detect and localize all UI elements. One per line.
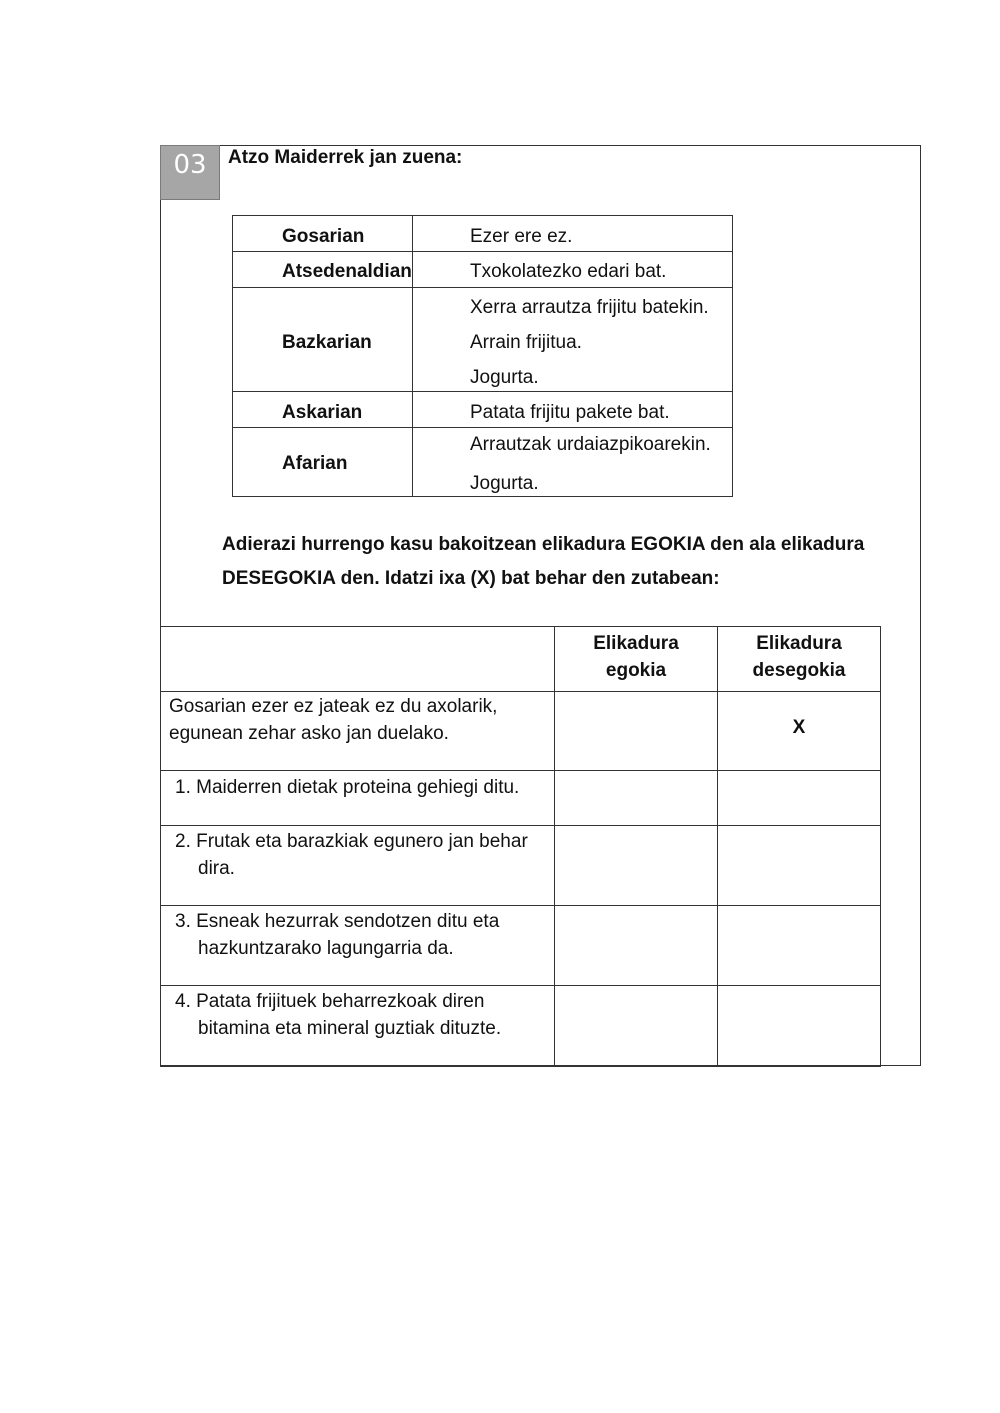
meal-food: Xerra arrautza frijitu batekin. (470, 297, 709, 318)
statement-example: Gosarian ezer ez jateak ez du axolarik, egunean zehar asko jan duelako. (169, 696, 498, 744)
meal-food: Txokolatezko edari bat. (470, 261, 667, 282)
column-header-egokia: Elikadura egokia (593, 633, 679, 681)
meal-name: Gosarian (282, 226, 365, 247)
meal-name: Askarian (282, 402, 363, 423)
exercise-title: Atzo Maiderrek jan zuena: (228, 147, 463, 168)
meal-food: Patata frijitu pakete bat. (470, 402, 670, 423)
instruction-line: DESEGOKIA den. Idatzi ixa (X) bat behar den zutabean: (222, 568, 720, 589)
exercise-number-badge: 03 (160, 145, 220, 200)
column-header-desegokia: Elikadura desegokia (752, 633, 846, 681)
meal-name: Bazkarian (282, 332, 372, 353)
meals-table (232, 215, 733, 497)
instruction-line: Adierazi hurrengo kasu bakoitzean elikadura EGOKIA den ala elikadura (222, 534, 865, 555)
statement-2: 2. Frutak eta barazkiak egunero jan behar dira. (175, 831, 528, 879)
meal-food: Arrain frijitua. (470, 332, 582, 353)
meal-name: Afarian (282, 453, 348, 474)
meal-food: Jogurta. (470, 367, 539, 388)
answer-cell-desegokia[interactable]: X (792, 717, 806, 738)
meal-food: Jogurta. (470, 473, 539, 494)
meal-name: Atsedenaldian (282, 261, 412, 282)
statement-4: 4. Patata frijituek beharrezkoak diren bitamina eta mineral guztiak dituzte. (175, 991, 502, 1039)
statement-1: 1. Maiderren dietak proteina gehiegi ditu. (175, 777, 520, 798)
meal-food: Arrautzak urdaiazpikoarekin. (470, 434, 711, 455)
statement-3: 3. Esneak hezurrak sendotzen ditu eta hazkuntzarako lagungarria da. (175, 911, 500, 959)
meal-food: Ezer ere ez. (470, 226, 573, 247)
evaluation-table (160, 626, 881, 1067)
